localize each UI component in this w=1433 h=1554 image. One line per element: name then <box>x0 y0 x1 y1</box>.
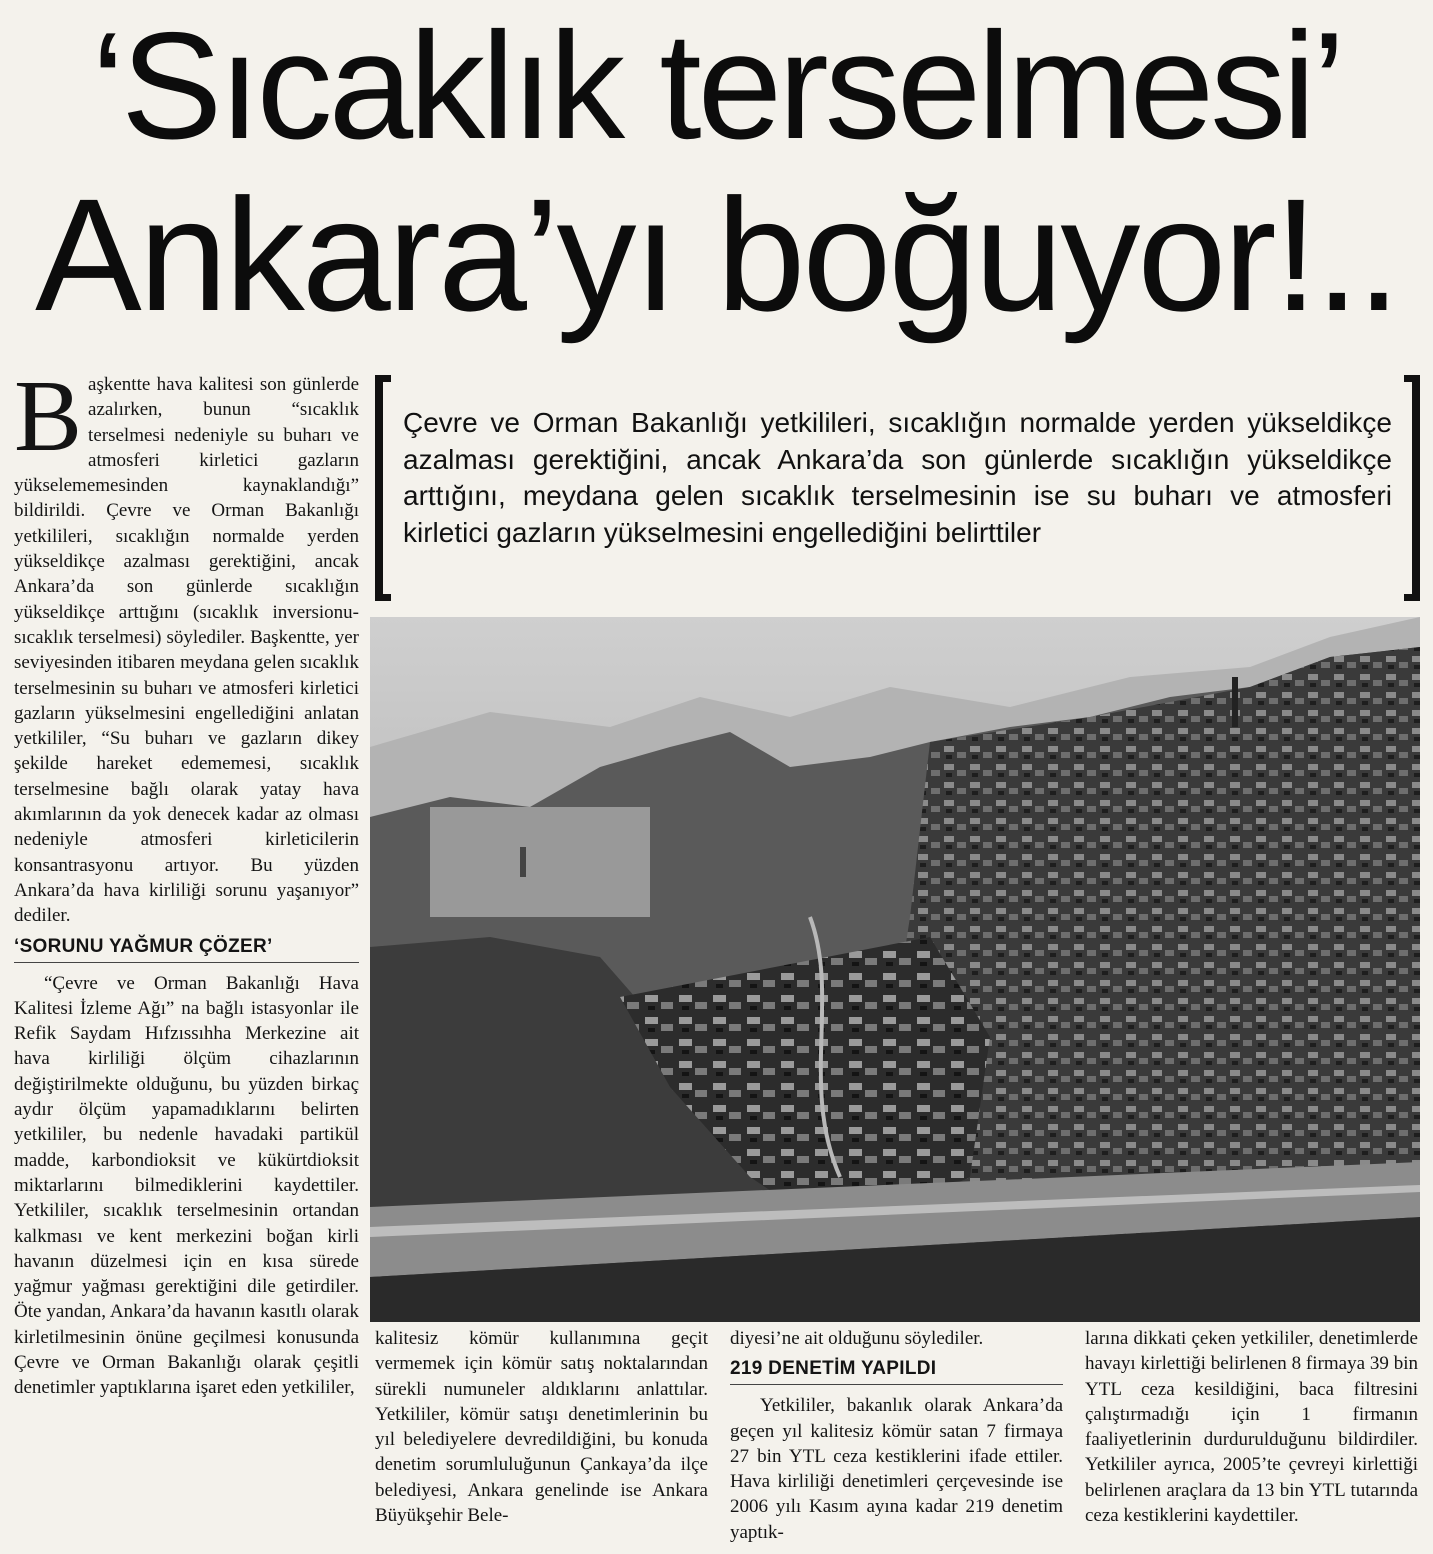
drop-cap: B <box>14 360 83 473</box>
headline-line-2: Ankara’yı boğuyor!.. <box>35 165 1398 344</box>
pull-quote-text: Çevre ve Orman Bakanlığı yetkilileri, sıcaklığın normalde yerden yükseldikçe azalması gerektiğini, ancak Ankara’da son günlerde sıcaklığın yükseldikçe arttığını, meydana gelen sıcaklık terselmesinin ise su buharı ve atmosferi kirletici gazların yükselmesini engellediğini belirttiler <box>403 407 1392 548</box>
article-column-2 <box>375 1326 708 1528</box>
right-bracket-decoration <box>1404 375 1420 601</box>
article-paragraph: “Çevre ve Orman Bakanlığı Hava Kalitesi İzleme Ağı” na bağlı istasyonlar ile Refik Saydam Hıfzıssıhha Merkezine ait hava kirliliği ölçüm cihazlarının değiştirilmekte olduğunu, bu yüzden birkaç aydır ölçüm yapamadıklarını belirten yetkililer, bu nedenle havadaki partikül madde, karbondioksit ve kükürtdioksit miktarlarını bilmediklerini kaydettiler. Yetkililer, sıcaklık terselmesinin ortandan kalkması ve kent merkezini boğan kirli havanın düzelmesi için en kısa sürede yağmur yağması gerektiğini dile getirdiler. Öte yandan, Ankara’da havanın kasıtlı olarak kirletilmesinin önüne geçilmesi konusunda Çevre ve Orman Bakanlığı olarak çeşitli denetimler yaptıklarına işaret eden yetkililer, <box>14 972 359 1399</box>
article-column-1 <box>14 360 359 1401</box>
article-paragraph: Yetkililer, bakanlık olarak Ankara’da geçen yıl kalitesiz kömür satan 7 firmaya 27 bin YTL ceza kestiklerini ifade ettiler. Hava kirliliği denetimleri çerçevesinde ise 2006 yılı Kasım ayına kadar 219 denetim yaptık- <box>730 1395 1063 1543</box>
city-photo-illustration <box>370 617 1420 1322</box>
article-column-3 <box>730 1326 1063 1545</box>
left-bracket-decoration <box>375 375 391 601</box>
pull-quote <box>375 375 1420 603</box>
article-column-4 <box>1085 1326 1418 1528</box>
article-paragraph: diyesi’ne ait olduğunu söylediler. <box>730 1328 984 1349</box>
headline-line-1: ‘Sıcaklık terselmesi’ <box>91 1 1342 171</box>
subhead-219-denetim-yapildi: 219 DENETİM YAPILDI <box>730 1357 1063 1385</box>
article-intro-paragraph <box>14 360 359 929</box>
city-photo <box>370 617 1420 1322</box>
article-paragraph: larına dikkati çeken yetkililer, denetimlerde havayı kirlettiği belirlenen 8 firmaya 39 bin YTL ceza kesildiğini, baca filtresini çalıştırmadığı için 1 firmanın faaliyetlerinin durdurulduğunu bildirdiler. Yetkililer ayrıca, 2005’te çevreyi kirlettiği belirlenen araçlara da 13 bin YTL tutarında ceza kestiklerini kaydettiler. <box>1085 1328 1418 1527</box>
subhead-sorunu-yagmur-cozer: ‘SORUNU YAĞMUR ÇÖZER’ <box>14 935 359 963</box>
article-paragraph: kalitesiz kömür kullanımına geçit vermemek için kömür satış noktalarından sürekli numuneler aldıklarını anlattılar. Yetkililer, kömür satışı denetimlerinin bu yıl belediyelere devredildiğini, bu konuda denetim sorumluluğunun Çankaya’da ilçe belediyesi, Ankara genelinde ise Ankara Büyükşehir Bele- <box>375 1328 708 1527</box>
intro-text: aşkentte hava kalitesi son günlerde azalırken, bunun “sıcaklık terselmesi nedeniyle su buharı ve atmosferi kirletici gazların yükselememesinden kaynaklandığı” bildirildi. Çevre ve Orman Bakanlığı yetkilileri, sıcaklığın normalde yerden yükseldikçe azalması gerektiğini, ancak Ankara’da son günlerde sıcaklığın yükseldikçe arttığını (sıcaklık inversionu-sıcaklık terselmesi) söylediler. Başkentte, yer seviyesinden itibaren meydana gelen sıcaklık terselmesinin su buharı ve atmosferi kirletici gazların yükselmesini engellediğini anlatan yetkililer, “Su buharı ve gazların dikey şekilde hareket edememesi, sıcaklık terselmesine bağlı olarak yatay hava akımlarının da yok denecek kadar az olması nedeniyle atmosferi kirleticilerin konsantrasyonu artıyor. Bu yüzden Ankara’da hava kirliliği sorunu yaşanıyor” dediler. <box>14 374 359 927</box>
